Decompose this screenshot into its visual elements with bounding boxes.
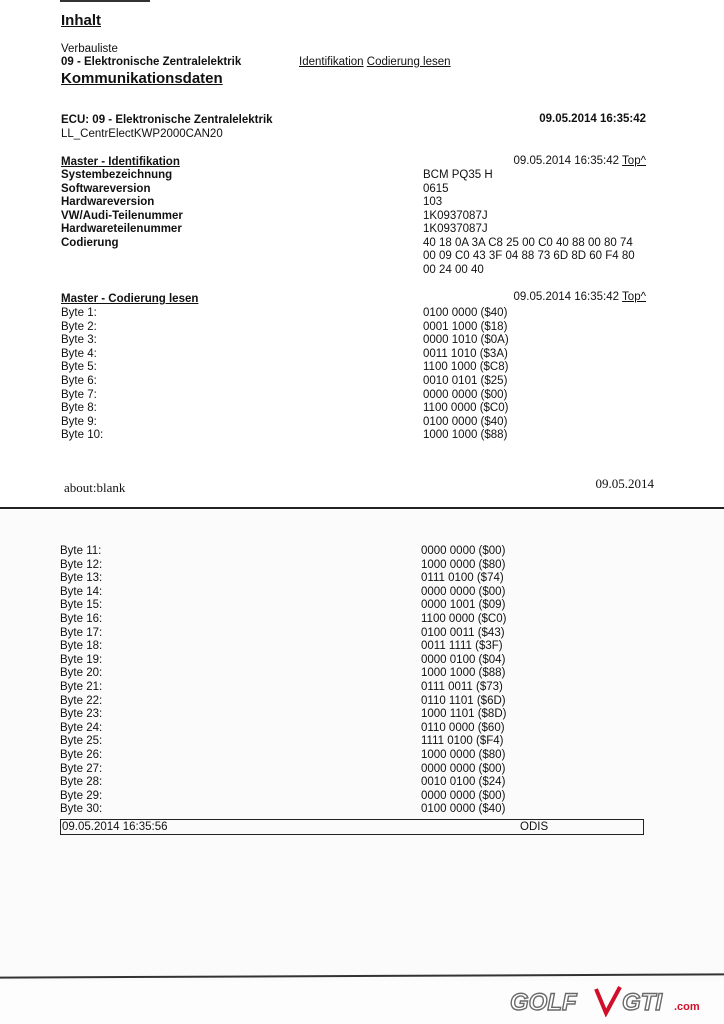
byte-row-p2-2-label: Byte 13: xyxy=(60,572,103,585)
byte-row-p1-7-value: 1100 0000 ($C0) xyxy=(423,402,509,415)
identification-timestamp: 09.05.2014 16:35:42 xyxy=(513,155,620,167)
coding-top-link[interactable]: Top^ xyxy=(622,291,646,303)
ident-row-2-label: Hardwareversion xyxy=(61,196,155,209)
page-two xyxy=(0,511,724,981)
byte-row-p1-2-value: 0000 1010 ($0A) xyxy=(423,334,509,347)
footer-timestamp: 09.05.2014 16:35:56 xyxy=(62,821,168,833)
byte-row-p1-5-value: 0010 0101 ($25) xyxy=(423,375,508,387)
ident-row-4-label: Hardwareteilenummer xyxy=(61,223,182,236)
byte-row-p1-1-value: 0001 1000 ($18) xyxy=(423,320,508,333)
identifikation-link[interactable]: Identifikation xyxy=(299,56,364,68)
byte-row-p2-14-label: Byte 25: xyxy=(60,735,103,748)
byte-row-p2-1-label: Byte 12: xyxy=(60,558,103,571)
byte-row-p2-15-value: 1000 0000 ($80) xyxy=(421,749,506,761)
cropped-header-strip xyxy=(60,0,150,2)
byte-row-p1-0-value: 0100 0000 ($40) xyxy=(423,307,508,319)
byte-row-p2-17-label: Byte 28: xyxy=(60,776,103,789)
ident-row-0-label: Systembezeichnung xyxy=(61,169,173,181)
footer-app-name: ODIS xyxy=(520,821,549,833)
byte-row-p2-19-label: Byte 30: xyxy=(60,803,103,816)
codierung-lesen-link[interactable]: Codierung lesen xyxy=(366,56,451,68)
byte-row-p2-16-label: Byte 27: xyxy=(60,762,103,775)
ident-row-1-label: Softwareversion xyxy=(61,182,151,195)
byte-row-p1-2-label: Byte 3: xyxy=(61,334,97,347)
byte-row-p2-12-label: Byte 23: xyxy=(60,708,103,721)
byte-row-p2-5-label: Byte 16: xyxy=(60,613,103,625)
identification-top-link[interactable]: Top^ xyxy=(622,155,646,167)
identification-header-right xyxy=(514,155,646,167)
byte-row-p2-5-value: 1100 0000 ($C0) xyxy=(421,613,507,625)
coding-timestamp: 09.05.2014 16:35:42 xyxy=(513,291,620,303)
byte-row-p1-7-label: Byte 8: xyxy=(61,402,97,415)
byte-row-p2-8-value: 0000 0100 ($04) xyxy=(421,653,506,666)
byte-row-p2-6-value: 0100 0011 ($43) xyxy=(421,626,505,639)
byte-row-p1-0-label: Byte 1: xyxy=(61,307,97,319)
byte-row-p2-18-value: 0000 0000 ($00) xyxy=(421,789,506,802)
module-name: 09 - Elektronische Zentralelektrik xyxy=(61,56,242,68)
page-break-line xyxy=(0,507,724,509)
byte-row-p2-4-value: 0000 1001 ($09) xyxy=(421,599,506,612)
byte-row-p1-5-label: Byte 6: xyxy=(61,375,97,387)
byte-row-p1-4-value: 1100 1000 ($C8) xyxy=(423,361,509,374)
byte-row-p2-15-label: Byte 26: xyxy=(60,749,103,761)
odis-footer xyxy=(60,819,644,835)
identification-title: Master - Identifikation xyxy=(61,156,180,168)
ident-row-2-value: 103 xyxy=(423,196,443,209)
nav-links xyxy=(299,56,451,68)
byte-row-p1-9-label: Byte 10: xyxy=(61,429,104,442)
byte-row-p2-7-label: Byte 18: xyxy=(60,640,103,653)
byte-row-p2-11-value: 0110 1101 ($6D) xyxy=(421,694,506,707)
byte-row-p2-18-label: Byte 29: xyxy=(60,789,103,802)
ident-row-3-label: VW/Audi-Teilenummer xyxy=(61,209,183,222)
ecu-variant: LL_CentrElectKWP2000CAN20 xyxy=(61,128,223,140)
byte-row-p1-6-value: 0000 0000 ($00) xyxy=(423,388,508,401)
byte-row-p1-8-value: 0100 0000 ($40) xyxy=(423,415,508,428)
golfgti-watermark-logo xyxy=(510,985,715,1017)
byte-row-p2-10-value: 0111 0011 ($73) xyxy=(421,681,503,693)
logo-v-mark xyxy=(596,987,620,1013)
byte-row-p1-8-label: Byte 9: xyxy=(61,415,97,428)
byte-row-p2-2-value: 0111 0100 ($74) xyxy=(421,572,504,585)
logo-gti-text: GTI xyxy=(622,989,662,1016)
coding-header-right xyxy=(514,291,646,303)
byte-row-p2-10-label: Byte 21: xyxy=(60,681,103,693)
byte-row-p2-13-value: 0110 0000 ($60) xyxy=(421,721,505,734)
coding-title: Master - Codierung lesen xyxy=(61,293,199,305)
byte-row-p2-8-label: Byte 19: xyxy=(60,653,103,666)
ecu-timestamp: 09.05.2014 16:35:42 xyxy=(539,113,646,125)
byte-row-p1-1-label: Byte 2: xyxy=(61,320,97,333)
byte-row-p1-3-label: Byte 4: xyxy=(61,347,97,360)
coding-continuation-1: 00 09 C0 43 3F 04 88 73 6D 8D 60 F4 80 xyxy=(423,250,635,262)
byte-row-p2-6-label: Byte 17: xyxy=(60,626,103,639)
verbauliste-label: Verbauliste xyxy=(61,43,118,55)
coding-continuation-2: 00 24 00 40 xyxy=(423,264,484,276)
byte-row-p2-13-label: Byte 24: xyxy=(60,721,103,734)
byte-row-p2-7-value: 0011 1111 ($3F) xyxy=(421,640,503,653)
print-date: 09.05.2014 xyxy=(595,476,654,491)
byte-row-p2-14-value: 1111 0100 ($F4) xyxy=(421,735,504,748)
byte-row-p1-9-value: 1000 1000 ($88) xyxy=(423,429,508,442)
ident-row-5-label: Codierung xyxy=(61,237,119,249)
ident-row-5-value: 40 18 0A 3A C8 25 00 C0 40 88 00 80 74 xyxy=(423,237,633,249)
ident-row-0-value: BCM PQ35 H xyxy=(423,169,493,181)
byte-row-p2-3-value: 0000 0000 ($00) xyxy=(421,585,506,598)
byte-row-p2-11-label: Byte 22: xyxy=(60,694,103,707)
byte-row-p2-0-label: Byte 11: xyxy=(60,545,102,557)
ident-row-4-value: 1K0937087J xyxy=(423,223,488,236)
ecu-name: ECU: 09 - Elektronische Zentralelektrik xyxy=(61,114,273,126)
byte-row-p1-4-label: Byte 5: xyxy=(61,361,97,374)
ident-row-3-value: 1K0937087J xyxy=(423,209,488,222)
page-title: Inhalt xyxy=(61,12,101,29)
byte-row-p2-19-value: 0100 0000 ($40) xyxy=(421,803,506,816)
logo-golf-text: GOLF xyxy=(510,989,577,1016)
byte-row-p2-1-value: 1000 0000 ($80) xyxy=(421,558,506,571)
byte-row-p2-3-label: Byte 14: xyxy=(60,585,103,598)
byte-row-p1-6-label: Byte 7: xyxy=(61,388,97,401)
byte-row-p2-16-value: 0000 0000 ($00) xyxy=(421,762,506,775)
byte-row-p2-4-label: Byte 15: xyxy=(60,599,103,612)
byte-row-p2-9-value: 1000 1000 ($88) xyxy=(421,667,506,680)
byte-row-p2-12-value: 1000 1101 ($8D) xyxy=(421,708,507,721)
byte-row-p2-17-value: 0010 0100 ($24) xyxy=(421,776,506,789)
logo-com-text: .com xyxy=(674,1001,700,1013)
byte-row-p2-9-label: Byte 20: xyxy=(60,667,103,680)
byte-row-p2-0-value: 0000 0000 ($00) xyxy=(421,545,506,557)
section-title: Kommunikationsdaten xyxy=(61,70,223,87)
print-url: about:blank xyxy=(64,480,126,495)
byte-row-p1-3-value: 0011 1010 ($3A) xyxy=(423,347,508,360)
ident-row-1-value: 0615 xyxy=(423,182,449,195)
